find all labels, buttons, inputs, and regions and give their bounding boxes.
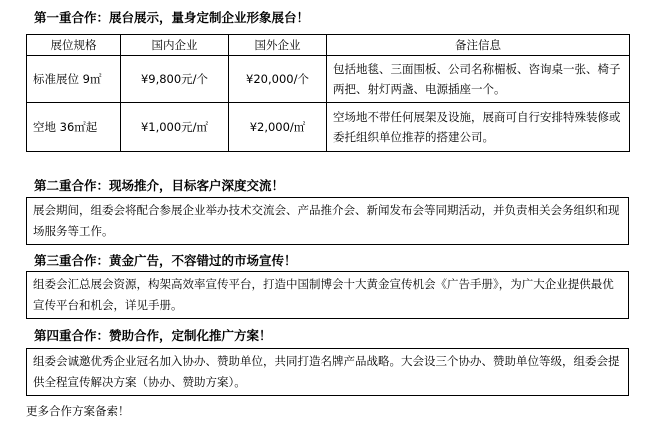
cell-domestic: ¥9,800元/个 — [121, 56, 229, 103]
cell-spec: 标准展位 9㎡ — [27, 56, 121, 103]
section2-title: 第二重合作：现场推介，目标客户深度交流！ — [34, 178, 285, 193]
cell-foreign: ¥20,000/个 — [229, 56, 327, 103]
header-note: 备注信息 — [327, 35, 630, 56]
cell-note: 包括地毯、三面围板、公司名称楣板、咨询桌一张、椅子两把、射灯两盏、电源插座一个。 — [327, 56, 630, 103]
cell-foreign: ¥2,000/㎡ — [229, 103, 327, 152]
header-spec: 展位规格 — [27, 35, 121, 56]
booth-price-table — [26, 34, 630, 152]
section4-title: 第四重合作：赞助合作，定制化推广方案！ — [34, 328, 272, 343]
header-domestic: 国内企业 — [121, 35, 229, 56]
table-header-row — [27, 35, 630, 56]
section3-body: 组委会汇总展会资源，构架高效率宣传平台，打造中国制博会十大黄金宣传机会《广告手册》，为广大企业提供最优宣传平台和机会，详见手册。 — [26, 271, 629, 319]
section4-body: 组委会诚邀优秀企业冠名加入协办、赞助单位，共同打造名牌产品战略。大会设三个协办、赞助单位等级，组委会提供全程宣传解决方案（协办、赞助方案）。 — [26, 348, 629, 396]
section1-title: 第一重合作：展台展示，量身定制企业形象展台！ — [34, 10, 310, 25]
cell-domestic: ¥1,000元/㎡ — [121, 103, 229, 152]
footer-note: 更多合作方案备索！ — [26, 404, 130, 418]
table-row — [27, 103, 630, 152]
cell-note: 空场地不带任何展架及设施，展商可自行安排特殊装修或委托组织单位推荐的搭建公司。 — [327, 103, 630, 152]
section3-title: 第三重合作：黄金广告，不容错过的市场宣传！ — [34, 253, 297, 268]
header-foreign: 国外企业 — [229, 35, 327, 56]
cell-spec: 空地 36㎡起 — [27, 103, 121, 152]
section2-body: 展会期间，组委会将配合参展企业举办技术交流会、产品推介会、新闻发布会等同期活动，并负责相关会务组织和现场服务等工作。 — [26, 197, 629, 245]
table-row — [27, 56, 630, 103]
